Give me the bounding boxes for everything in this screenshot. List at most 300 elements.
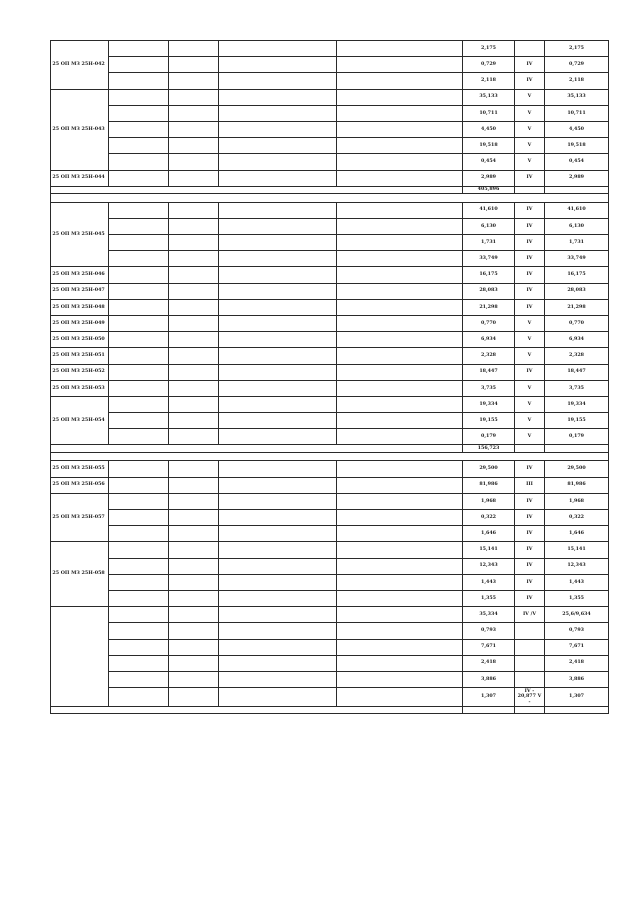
segment-start bbox=[219, 688, 337, 707]
segment-end bbox=[337, 332, 463, 348]
road-subname bbox=[169, 202, 219, 218]
table-row bbox=[51, 315, 609, 331]
table-row bbox=[51, 251, 609, 267]
table-row bbox=[51, 267, 609, 283]
segment-length: 1,731 bbox=[463, 235, 515, 251]
table-row bbox=[51, 283, 609, 299]
road-category bbox=[515, 655, 545, 671]
segment-start bbox=[219, 89, 337, 105]
road-subname bbox=[169, 688, 219, 707]
road-category: V bbox=[515, 154, 545, 170]
road-subname bbox=[169, 510, 219, 526]
road-subname bbox=[169, 57, 219, 73]
road-name bbox=[109, 364, 169, 380]
road-category: IV bbox=[515, 461, 545, 477]
segment-end bbox=[337, 477, 463, 493]
road-name bbox=[109, 283, 169, 299]
district-title bbox=[51, 194, 609, 202]
road-code: 25 ОП МЗ 25Н-045 bbox=[51, 202, 109, 267]
category-length: 3,886 bbox=[545, 671, 609, 687]
road-category: IV bbox=[515, 267, 545, 283]
segment-start bbox=[219, 623, 337, 639]
road-subname bbox=[169, 41, 219, 57]
road-subname bbox=[169, 105, 219, 121]
segment-length: 6,934 bbox=[463, 332, 515, 348]
category-length: 2,989 bbox=[545, 170, 609, 186]
segment-start bbox=[219, 429, 337, 445]
road-subname bbox=[169, 170, 219, 186]
category-length: 28,083 bbox=[545, 283, 609, 299]
road-category: IV bbox=[515, 510, 545, 526]
segment-end bbox=[337, 89, 463, 105]
segment-length: 18,447 bbox=[463, 364, 515, 380]
district-total-row bbox=[51, 186, 609, 194]
table-row bbox=[51, 607, 609, 623]
segment-length: 81,986 bbox=[463, 477, 515, 493]
segment-start bbox=[219, 235, 337, 251]
road-category bbox=[515, 639, 545, 655]
segment-start bbox=[219, 315, 337, 331]
segment-start bbox=[219, 671, 337, 687]
road-subname bbox=[169, 89, 219, 105]
road-category: IV /V bbox=[515, 607, 545, 623]
road-subname bbox=[169, 235, 219, 251]
category-length: 35,133 bbox=[545, 89, 609, 105]
district-total-length bbox=[463, 707, 515, 714]
road-category: IV bbox=[515, 299, 545, 315]
table-row bbox=[51, 510, 609, 526]
road-category: IV bbox=[515, 526, 545, 542]
table-row bbox=[51, 461, 609, 477]
table-row bbox=[51, 105, 609, 121]
district-header-row bbox=[51, 453, 609, 461]
segment-length: 6,130 bbox=[463, 218, 515, 234]
segment-length: 19,518 bbox=[463, 138, 515, 154]
segment-start bbox=[219, 639, 337, 655]
road-code: 25 ОП МЗ 25Н-052 bbox=[51, 364, 109, 380]
road-name bbox=[109, 89, 169, 105]
segment-length: 28,083 bbox=[463, 283, 515, 299]
road-subname bbox=[169, 477, 219, 493]
segment-end bbox=[337, 574, 463, 590]
category-length: 7,671 bbox=[545, 639, 609, 655]
segment-start bbox=[219, 493, 337, 509]
segment-start bbox=[219, 283, 337, 299]
table-row bbox=[51, 623, 609, 639]
table-row bbox=[51, 477, 609, 493]
road-name bbox=[109, 639, 169, 655]
table-row bbox=[51, 688, 609, 707]
table-row bbox=[51, 73, 609, 89]
segment-start bbox=[219, 655, 337, 671]
segment-start bbox=[219, 461, 337, 477]
road-name bbox=[109, 73, 169, 89]
segment-length: 0,770 bbox=[463, 315, 515, 331]
road-category: V bbox=[515, 332, 545, 348]
category-length: 0,454 bbox=[545, 154, 609, 170]
segment-length: 1,355 bbox=[463, 590, 515, 606]
road-name bbox=[109, 493, 169, 509]
category-length: 19,518 bbox=[545, 138, 609, 154]
road-category: IV bbox=[515, 364, 545, 380]
segment-length: 3,886 bbox=[463, 671, 515, 687]
district-header-row bbox=[51, 194, 609, 202]
table-row bbox=[51, 574, 609, 590]
road-name bbox=[109, 332, 169, 348]
category-length: 0,770 bbox=[545, 315, 609, 331]
road-name bbox=[109, 105, 169, 121]
segment-start bbox=[219, 57, 337, 73]
segment-start bbox=[219, 202, 337, 218]
road-subname bbox=[169, 73, 219, 89]
category-length: 0,729 bbox=[545, 57, 609, 73]
district-total-row bbox=[51, 707, 609, 714]
road-code: 25 ОП МЗ 25Н-049 bbox=[51, 315, 109, 331]
road-subname bbox=[169, 542, 219, 558]
category-length: 2,328 bbox=[545, 348, 609, 364]
road-code bbox=[51, 607, 109, 707]
road-name bbox=[109, 590, 169, 606]
segment-length: 2,175 bbox=[463, 41, 515, 57]
road-subname bbox=[169, 299, 219, 315]
table-row bbox=[51, 493, 609, 509]
road-category bbox=[515, 623, 545, 639]
category-length: 6,934 bbox=[545, 332, 609, 348]
table-row bbox=[51, 235, 609, 251]
road-name bbox=[109, 315, 169, 331]
table-row bbox=[51, 526, 609, 542]
road-name bbox=[109, 218, 169, 234]
road-subname bbox=[169, 558, 219, 574]
segment-end bbox=[337, 688, 463, 707]
road-subname bbox=[169, 154, 219, 170]
table-row bbox=[51, 380, 609, 396]
segment-end bbox=[337, 493, 463, 509]
road-name bbox=[109, 623, 169, 639]
road-name bbox=[109, 542, 169, 558]
category-length: 41,610 bbox=[545, 202, 609, 218]
road-name bbox=[109, 154, 169, 170]
district-total-length: 156,723 bbox=[463, 445, 515, 453]
category-length: 19,334 bbox=[545, 396, 609, 412]
table-row bbox=[51, 655, 609, 671]
segment-start bbox=[219, 138, 337, 154]
road-category: IV bbox=[515, 57, 545, 73]
segment-start bbox=[219, 510, 337, 526]
category-length: 21,298 bbox=[545, 299, 609, 315]
road-subname bbox=[169, 574, 219, 590]
segment-length: 41,610 bbox=[463, 202, 515, 218]
table-row bbox=[51, 202, 609, 218]
category-length: 1,355 bbox=[545, 590, 609, 606]
table-row bbox=[51, 154, 609, 170]
segment-end bbox=[337, 655, 463, 671]
segment-start bbox=[219, 267, 337, 283]
segment-end bbox=[337, 510, 463, 526]
road-category: V bbox=[515, 348, 545, 364]
road-code: 25 ОП МЗ 25Н-044 bbox=[51, 170, 109, 186]
road-category: IV bbox=[515, 235, 545, 251]
district-total-label bbox=[51, 186, 463, 194]
road-name bbox=[109, 235, 169, 251]
road-subname bbox=[169, 429, 219, 445]
segment-start bbox=[219, 170, 337, 186]
segment-length: 0,179 bbox=[463, 429, 515, 445]
segment-start bbox=[219, 73, 337, 89]
road-category: IV bbox=[515, 170, 545, 186]
category-length: 2,175 bbox=[545, 41, 609, 57]
road-subname bbox=[169, 251, 219, 267]
category-length: 1,731 bbox=[545, 235, 609, 251]
segment-length: 1,646 bbox=[463, 526, 515, 542]
segment-end bbox=[337, 121, 463, 137]
road-code: 25 ОП МЗ 25Н-050 bbox=[51, 332, 109, 348]
segment-end bbox=[337, 267, 463, 283]
table-row bbox=[51, 396, 609, 412]
road-category: IV bbox=[515, 202, 545, 218]
segment-end bbox=[337, 542, 463, 558]
district-total-length: 405,896 bbox=[463, 186, 515, 194]
road-name bbox=[109, 267, 169, 283]
table-row bbox=[51, 542, 609, 558]
road-name bbox=[109, 671, 169, 687]
road-name bbox=[109, 380, 169, 396]
segment-end bbox=[337, 607, 463, 623]
road-subname bbox=[169, 218, 219, 234]
segment-end bbox=[337, 558, 463, 574]
road-name bbox=[109, 121, 169, 137]
road-subname bbox=[169, 655, 219, 671]
category-length: 3,735 bbox=[545, 380, 609, 396]
road-name bbox=[109, 429, 169, 445]
road-subname bbox=[169, 138, 219, 154]
segment-length: 10,711 bbox=[463, 105, 515, 121]
segment-end bbox=[337, 251, 463, 267]
segment-start bbox=[219, 590, 337, 606]
road-category: V bbox=[515, 105, 545, 121]
segment-length: 2,418 bbox=[463, 655, 515, 671]
road-name bbox=[109, 251, 169, 267]
segment-start bbox=[219, 251, 337, 267]
road-category: V bbox=[515, 138, 545, 154]
segment-start bbox=[219, 558, 337, 574]
segment-start bbox=[219, 574, 337, 590]
district-title bbox=[51, 453, 609, 461]
district-total-label bbox=[51, 445, 463, 453]
segment-end bbox=[337, 73, 463, 89]
category-length: 33,749 bbox=[545, 251, 609, 267]
segment-length: 0,729 bbox=[463, 57, 515, 73]
road-category: V bbox=[515, 315, 545, 331]
segment-start bbox=[219, 380, 337, 396]
segment-end bbox=[337, 396, 463, 412]
table-row bbox=[51, 332, 609, 348]
road-subname bbox=[169, 348, 219, 364]
road-subname bbox=[169, 639, 219, 655]
road-category: IV bbox=[515, 574, 545, 590]
segment-length: 7,671 bbox=[463, 639, 515, 655]
road-name bbox=[109, 510, 169, 526]
road-subname bbox=[169, 121, 219, 137]
segment-end bbox=[337, 429, 463, 445]
segment-length: 15,141 bbox=[463, 542, 515, 558]
segment-length: 1,443 bbox=[463, 574, 515, 590]
segment-end bbox=[337, 299, 463, 315]
segment-length: 2,118 bbox=[463, 73, 515, 89]
road-name bbox=[109, 461, 169, 477]
segment-end bbox=[337, 590, 463, 606]
road-code: 25 ОП МЗ 25Н-055 bbox=[51, 461, 109, 477]
roads-table bbox=[50, 40, 609, 714]
road-subname bbox=[169, 396, 219, 412]
category-length: 6,130 bbox=[545, 218, 609, 234]
road-name bbox=[109, 688, 169, 707]
road-subname bbox=[169, 623, 219, 639]
table-row bbox=[51, 671, 609, 687]
road-name bbox=[109, 299, 169, 315]
road-subname bbox=[169, 267, 219, 283]
table-row bbox=[51, 590, 609, 606]
category-length: 25,6/9,634 bbox=[545, 607, 609, 623]
table-row bbox=[51, 218, 609, 234]
road-subname bbox=[169, 607, 219, 623]
segment-start bbox=[219, 41, 337, 57]
segment-length: 16,175 bbox=[463, 267, 515, 283]
table-row bbox=[51, 558, 609, 574]
road-category: V bbox=[515, 380, 545, 396]
segment-end bbox=[337, 315, 463, 331]
table-row bbox=[51, 299, 609, 315]
segment-length: 1,307 bbox=[463, 688, 515, 707]
segment-length: 35,133 bbox=[463, 89, 515, 105]
segment-end bbox=[337, 283, 463, 299]
road-category: V bbox=[515, 396, 545, 412]
road-category: IV bbox=[515, 283, 545, 299]
district-total-empty bbox=[515, 707, 545, 714]
document-page bbox=[50, 40, 608, 714]
road-subname bbox=[169, 461, 219, 477]
category-length: 19,155 bbox=[545, 413, 609, 429]
segment-length: 29,500 bbox=[463, 461, 515, 477]
segment-end bbox=[337, 380, 463, 396]
segment-length: 1,968 bbox=[463, 493, 515, 509]
category-length: 10,711 bbox=[545, 105, 609, 121]
segment-end bbox=[337, 461, 463, 477]
table-row bbox=[51, 348, 609, 364]
road-category bbox=[515, 41, 545, 57]
category-length: 1,968 bbox=[545, 493, 609, 509]
road-category: IV bbox=[515, 558, 545, 574]
segment-start bbox=[219, 218, 337, 234]
segment-end bbox=[337, 57, 463, 73]
road-code: 25 ОП МЗ 25Н-048 bbox=[51, 299, 109, 315]
category-length: 16,175 bbox=[545, 267, 609, 283]
road-code: 25 ОП МЗ 25Н-053 bbox=[51, 380, 109, 396]
road-name bbox=[109, 574, 169, 590]
road-name bbox=[109, 170, 169, 186]
segment-end bbox=[337, 105, 463, 121]
road-category: V bbox=[515, 413, 545, 429]
category-length: 0,793 bbox=[545, 623, 609, 639]
table-row bbox=[51, 170, 609, 186]
road-category: IV bbox=[515, 590, 545, 606]
category-length: 29,500 bbox=[545, 461, 609, 477]
road-name bbox=[109, 477, 169, 493]
road-name bbox=[109, 41, 169, 57]
road-name bbox=[109, 526, 169, 542]
segment-end bbox=[337, 202, 463, 218]
road-code: 25 ОП МЗ 25Н-043 bbox=[51, 89, 109, 170]
segment-length: 2,328 bbox=[463, 348, 515, 364]
segment-start bbox=[219, 477, 337, 493]
road-category bbox=[515, 671, 545, 687]
road-code: 25 ОП МЗ 25Н-046 bbox=[51, 267, 109, 283]
road-subname bbox=[169, 493, 219, 509]
segment-end bbox=[337, 639, 463, 655]
district-total-label bbox=[51, 707, 463, 714]
segment-length: 19,155 bbox=[463, 413, 515, 429]
road-subname bbox=[169, 671, 219, 687]
segment-end bbox=[337, 235, 463, 251]
segment-start bbox=[219, 607, 337, 623]
road-category: V bbox=[515, 121, 545, 137]
road-subname bbox=[169, 590, 219, 606]
segment-start bbox=[219, 396, 337, 412]
road-subname bbox=[169, 283, 219, 299]
category-length: 81,986 bbox=[545, 477, 609, 493]
segment-length: 33,749 bbox=[463, 251, 515, 267]
segment-end bbox=[337, 170, 463, 186]
segment-length: 19,334 bbox=[463, 396, 515, 412]
category-length: 0,179 bbox=[545, 429, 609, 445]
road-subname bbox=[169, 332, 219, 348]
road-name bbox=[109, 57, 169, 73]
segment-start bbox=[219, 332, 337, 348]
road-name bbox=[109, 413, 169, 429]
road-name bbox=[109, 138, 169, 154]
road-name bbox=[109, 348, 169, 364]
road-subname bbox=[169, 413, 219, 429]
segment-length: 0,454 bbox=[463, 154, 515, 170]
segment-start bbox=[219, 526, 337, 542]
table-row bbox=[51, 41, 609, 57]
segment-start bbox=[219, 299, 337, 315]
segment-length: 0,322 bbox=[463, 510, 515, 526]
segment-start bbox=[219, 413, 337, 429]
segment-length: 21,298 bbox=[463, 299, 515, 315]
road-subname bbox=[169, 526, 219, 542]
road-category: V bbox=[515, 89, 545, 105]
road-code: 25 ОП МЗ 25Н-054 bbox=[51, 396, 109, 445]
district-total-row bbox=[51, 445, 609, 453]
road-code: 25 ОП МЗ 25Н-051 bbox=[51, 348, 109, 364]
category-length: 1,646 bbox=[545, 526, 609, 542]
table-row bbox=[51, 639, 609, 655]
category-length: 15,141 bbox=[545, 542, 609, 558]
district-total-empty bbox=[545, 445, 609, 453]
table-row bbox=[51, 364, 609, 380]
road-code: 25 ОП МЗ 25Н-042 bbox=[51, 41, 109, 90]
district-total-empty bbox=[515, 186, 545, 194]
segment-start bbox=[219, 121, 337, 137]
road-category: IV bbox=[515, 218, 545, 234]
road-code: 25 ОП МЗ 25Н-057 bbox=[51, 493, 109, 542]
table-row bbox=[51, 138, 609, 154]
road-category: IV bbox=[515, 493, 545, 509]
segment-start bbox=[219, 364, 337, 380]
category-length: 12,343 bbox=[545, 558, 609, 574]
road-name bbox=[109, 396, 169, 412]
